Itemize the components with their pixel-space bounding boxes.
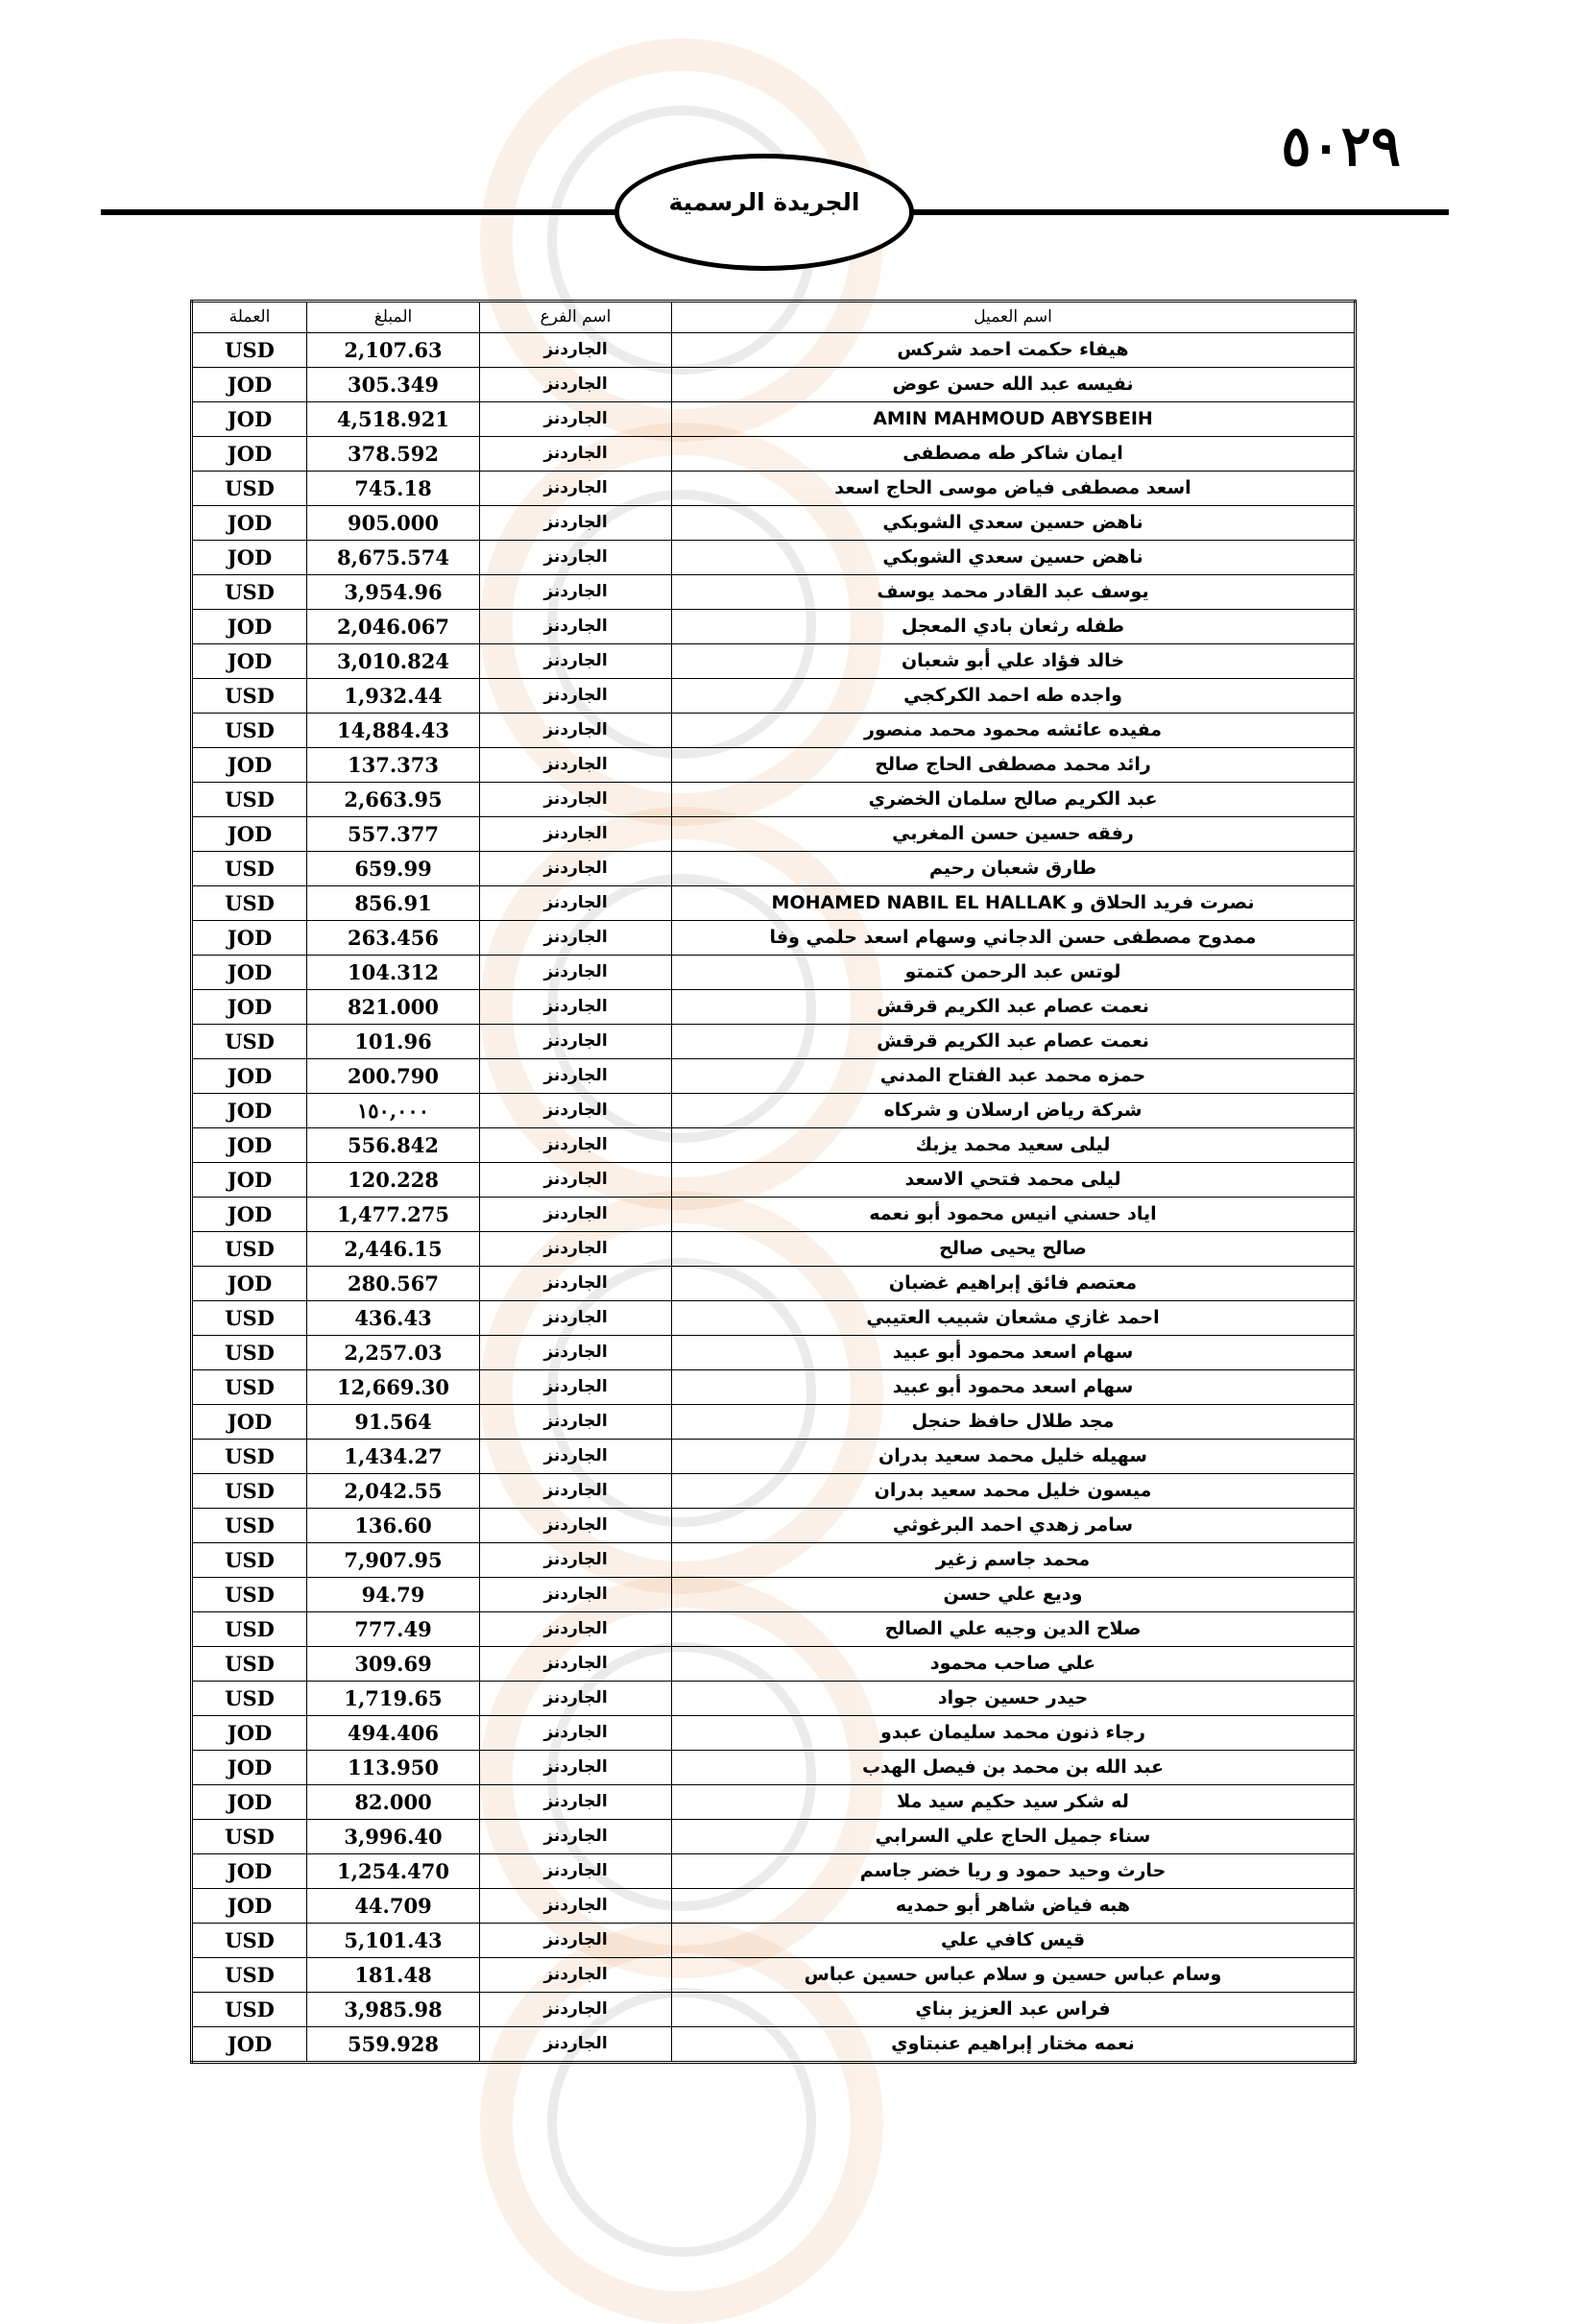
- branch-cell: الجاردنز: [480, 1267, 672, 1301]
- currency-cell: USD: [192, 1440, 307, 1474]
- amount-cell: 136.60: [307, 1509, 480, 1543]
- currency-cell: USD: [192, 1820, 307, 1854]
- table-row: [192, 1094, 1356, 1128]
- branch-cell: الجاردنز: [480, 575, 672, 610]
- amount-cell: 82.000: [307, 1785, 480, 1820]
- branch-cell: الجاردنز: [480, 1232, 672, 1267]
- table-row: [192, 1543, 1356, 1578]
- branch-cell: الجاردنز: [480, 852, 672, 886]
- table-row: [192, 1612, 1356, 1647]
- amount-cell: 745.18: [307, 472, 480, 506]
- table-row: [192, 1474, 1356, 1509]
- currency-cell: JOD: [192, 1751, 307, 1785]
- amount-cell: ١٥٠,٠٠٠: [307, 1094, 480, 1128]
- amount-cell: 2,046.067: [307, 610, 480, 644]
- branch-cell: الجاردنز: [480, 921, 672, 956]
- table-row: [192, 333, 1356, 368]
- branch-cell: الجاردنز: [480, 610, 672, 644]
- customer-name-cell: عبد الكريم صالح سلمان الخضري: [672, 783, 1356, 817]
- table-row: [192, 472, 1356, 506]
- amount-cell: 1,719.65: [307, 1682, 480, 1716]
- customer-name-cell: ممدوح مصطفى حسن الدجاني وسهام اسعد حلمي وفا: [672, 921, 1356, 956]
- currency-cell: USD: [192, 1993, 307, 2027]
- column-header-currency: العملة: [192, 302, 307, 333]
- amount-cell: 559.928: [307, 2027, 480, 2063]
- amount-cell: 14,884.43: [307, 714, 480, 748]
- amount-cell: 378.592: [307, 437, 480, 472]
- currency-cell: JOD: [192, 402, 307, 437]
- currency-cell: USD: [192, 1370, 307, 1405]
- customer-name-cell: نصرت فريد الحلاق و MOHAMED NABIL EL HALLAK: [672, 886, 1356, 921]
- amount-cell: 44.709: [307, 1889, 480, 1924]
- amount-cell: 556.842: [307, 1128, 480, 1163]
- customer-name-cell: شركة رياض ارسلان و شركاه: [672, 1094, 1356, 1128]
- table-row: [192, 402, 1356, 437]
- amount-cell: 8,675.574: [307, 541, 480, 575]
- table-row: [192, 714, 1356, 748]
- branch-cell: الجاردنز: [480, 1993, 672, 2027]
- customer-name-cell: له شكر سيد حكيم سيد ملا: [672, 1785, 1356, 1820]
- branch-cell: الجاردنز: [480, 783, 672, 817]
- table-row: [192, 1198, 1356, 1232]
- table-row: [192, 1993, 1356, 2027]
- branch-cell: الجاردنز: [480, 1025, 672, 1059]
- branch-cell: الجاردنز: [480, 1440, 672, 1474]
- currency-cell: USD: [192, 1612, 307, 1647]
- customer-name-cell: ناهض حسين سعدي الشوبكي: [672, 506, 1356, 541]
- column-header-amount: المبلغ: [307, 302, 480, 333]
- branch-cell: الجاردنز: [480, 541, 672, 575]
- table-row: [192, 1647, 1356, 1682]
- amount-cell: 1,932.44: [307, 679, 480, 714]
- table-header-row: [192, 302, 1356, 333]
- currency-cell: USD: [192, 1509, 307, 1543]
- customer-name-cell: اسعد مصطفى فياض موسى الحاج اسعد: [672, 472, 1356, 506]
- table-row: [192, 368, 1356, 402]
- table-row: [192, 437, 1356, 472]
- table-row: [192, 1370, 1356, 1405]
- branch-cell: الجاردنز: [480, 1059, 672, 1094]
- amount-cell: 200.790: [307, 1059, 480, 1094]
- customer-name-cell: سامر زهدي احمد البرغوثي: [672, 1509, 1356, 1543]
- table-row: [192, 506, 1356, 541]
- branch-cell: الجاردنز: [480, 1958, 672, 1993]
- branch-cell: الجاردنز: [480, 1612, 672, 1647]
- amount-cell: 856.91: [307, 886, 480, 921]
- amount-cell: 821.000: [307, 990, 480, 1025]
- branch-cell: الجاردنز: [480, 333, 672, 368]
- branch-cell: الجاردنز: [480, 1716, 672, 1751]
- currency-cell: USD: [192, 679, 307, 714]
- amount-cell: 777.49: [307, 1612, 480, 1647]
- customer-name-cell: هبه فياض شاهر أبو حمديه: [672, 1889, 1356, 1924]
- customer-name-cell: لوتس عبد الرحمن كتمتو: [672, 956, 1356, 990]
- currency-cell: JOD: [192, 1785, 307, 1820]
- branch-cell: الجاردنز: [480, 1682, 672, 1716]
- customer-name-cell: مجد طلال حافظ حنجل: [672, 1405, 1356, 1440]
- customer-name-cell: واجده طه احمد الكركجي: [672, 679, 1356, 714]
- amount-cell: 5,101.43: [307, 1924, 480, 1958]
- table-row: [192, 1889, 1356, 1924]
- branch-cell: الجاردنز: [480, 1820, 672, 1854]
- branch-cell: الجاردنز: [480, 368, 672, 402]
- customer-name-cell: صلاح الدين وجيه علي الصالح: [672, 1612, 1356, 1647]
- table-row: [192, 541, 1356, 575]
- currency-cell: JOD: [192, 990, 307, 1025]
- customer-name-cell: ناهض حسين سعدي الشوبكي: [672, 541, 1356, 575]
- amount-cell: 1,254.470: [307, 1854, 480, 1889]
- customer-name-cell: صالح يحيى صالح: [672, 1232, 1356, 1267]
- amount-cell: 181.48: [307, 1958, 480, 1993]
- branch-cell: الجاردنز: [480, 1509, 672, 1543]
- table-row: [192, 2027, 1356, 2063]
- customer-name-cell: فراس عبد العزيز بناي: [672, 1993, 1356, 2027]
- table-row: [192, 1958, 1356, 1993]
- currency-cell: JOD: [192, 1716, 307, 1751]
- currency-cell: JOD: [192, 368, 307, 402]
- customer-name-cell: نعمت عصام عبد الكريم قرقش: [672, 990, 1356, 1025]
- currency-cell: JOD: [192, 1854, 307, 1889]
- currency-cell: USD: [192, 472, 307, 506]
- amount-cell: 2,446.15: [307, 1232, 480, 1267]
- currency-cell: USD: [192, 783, 307, 817]
- currency-cell: JOD: [192, 1059, 307, 1094]
- currency-cell: JOD: [192, 1128, 307, 1163]
- currency-cell: USD: [192, 1025, 307, 1059]
- branch-cell: الجاردنز: [480, 1647, 672, 1682]
- table-row: [192, 956, 1356, 990]
- branch-cell: الجاردنز: [480, 1751, 672, 1785]
- table-row: [192, 1163, 1356, 1198]
- currency-cell: JOD: [192, 644, 307, 679]
- table-row: [192, 1267, 1356, 1301]
- column-header-name: اسم العميل: [672, 302, 1356, 333]
- amount-cell: 436.43: [307, 1301, 480, 1336]
- branch-cell: الجاردنز: [480, 1198, 672, 1232]
- amount-cell: 3,985.98: [307, 1993, 480, 2027]
- amount-cell: 2,107.63: [307, 333, 480, 368]
- branch-cell: الجاردنز: [480, 1474, 672, 1509]
- currency-cell: USD: [192, 1578, 307, 1612]
- customer-name-cell: سهيله خليل محمد سعيد بدران: [672, 1440, 1356, 1474]
- amount-cell: 3,996.40: [307, 1820, 480, 1854]
- amount-cell: 3,954.96: [307, 575, 480, 610]
- table-row: [192, 679, 1356, 714]
- branch-cell: الجاردنز: [480, 1854, 672, 1889]
- branch-cell: الجاردنز: [480, 1924, 672, 1958]
- customer-name-cell: حارث وحيد حمود و ريا خضر جاسم: [672, 1854, 1356, 1889]
- customer-name-cell: ليلى سعيد محمد يزبك: [672, 1128, 1356, 1163]
- customer-name-cell: علي صاحب محمود: [672, 1647, 1356, 1682]
- branch-cell: الجاردنز: [480, 1405, 672, 1440]
- amount-cell: 1,477.275: [307, 1198, 480, 1232]
- customer-name-cell: محمد جاسم زغير: [672, 1543, 1356, 1578]
- branch-cell: الجاردنز: [480, 886, 672, 921]
- amount-cell: 4,518.921: [307, 402, 480, 437]
- customer-name-cell: سهام اسعد محمود أبو عبيد: [672, 1336, 1356, 1370]
- currency-cell: USD: [192, 1474, 307, 1509]
- page-number: ٥٠٢٩: [1281, 113, 1401, 179]
- branch-cell: الجاردنز: [480, 956, 672, 990]
- amount-cell: 137.373: [307, 748, 480, 783]
- currency-cell: USD: [192, 852, 307, 886]
- customer-name-cell: رائد محمد مصطفى الحاج صالح: [672, 748, 1356, 783]
- branch-cell: الجاردنز: [480, 1128, 672, 1163]
- currency-cell: JOD: [192, 956, 307, 990]
- customer-name-cell: قيس كافي علي: [672, 1924, 1356, 1958]
- table-row: [192, 748, 1356, 783]
- amount-cell: 2,042.55: [307, 1474, 480, 1509]
- amount-cell: 305.349: [307, 368, 480, 402]
- branch-cell: الجاردنز: [480, 506, 672, 541]
- table-row: [192, 783, 1356, 817]
- currency-cell: USD: [192, 1958, 307, 1993]
- table-row: [192, 1820, 1356, 1854]
- amount-cell: 309.69: [307, 1647, 480, 1682]
- currency-cell: USD: [192, 714, 307, 748]
- branch-cell: الجاردنز: [480, 1301, 672, 1336]
- customer-name-cell: حيدر حسين جواد: [672, 1682, 1356, 1716]
- amount-cell: 7,907.95: [307, 1543, 480, 1578]
- currency-cell: USD: [192, 1924, 307, 1958]
- table-row: [192, 1059, 1356, 1094]
- customer-name-cell: عبد الله بن محمد بن فيصل الهدب: [672, 1751, 1356, 1785]
- branch-cell: الجاردنز: [480, 817, 672, 852]
- currency-cell: JOD: [192, 1405, 307, 1440]
- currency-cell: JOD: [192, 817, 307, 852]
- amount-cell: 1,434.27: [307, 1440, 480, 1474]
- currency-cell: USD: [192, 1682, 307, 1716]
- currency-cell: JOD: [192, 437, 307, 472]
- customer-name-cell: طارق شعبان رحيم: [672, 852, 1356, 886]
- currency-cell: JOD: [192, 921, 307, 956]
- table-row: [192, 817, 1356, 852]
- amount-cell: 263.456: [307, 921, 480, 956]
- table-row: [192, 886, 1356, 921]
- table-row: [192, 1578, 1356, 1612]
- branch-cell: الجاردنز: [480, 1889, 672, 1924]
- table-row: [192, 1336, 1356, 1370]
- customer-name-cell: AMIN MAHMOUD ABYSBEIH: [672, 402, 1356, 437]
- customer-name-cell: رفقه حسين حسن المغربي: [672, 817, 1356, 852]
- customer-name-cell: وسام عباس حسين و سلام عباس حسين عباس: [672, 1958, 1356, 1993]
- amount-cell: 2,257.03: [307, 1336, 480, 1370]
- currency-cell: USD: [192, 1232, 307, 1267]
- table-row: [192, 1128, 1356, 1163]
- table-row: [192, 1440, 1356, 1474]
- amount-cell: 91.564: [307, 1405, 480, 1440]
- branch-cell: الجاردنز: [480, 679, 672, 714]
- amount-cell: 2,663.95: [307, 783, 480, 817]
- customer-name-cell: نعمه مختار إبراهيم عنبتاوي: [672, 2027, 1356, 2063]
- customer-name-cell: معتصم فائق إبراهيم غضبان: [672, 1267, 1356, 1301]
- amount-cell: 494.406: [307, 1716, 480, 1751]
- table-row: [192, 1509, 1356, 1543]
- branch-cell: الجاردنز: [480, 1336, 672, 1370]
- currency-cell: USD: [192, 1543, 307, 1578]
- currency-cell: JOD: [192, 748, 307, 783]
- table-row: [192, 610, 1356, 644]
- branch-cell: الجاردنز: [480, 714, 672, 748]
- branch-cell: الجاردنز: [480, 1163, 672, 1198]
- currency-cell: USD: [192, 1336, 307, 1370]
- branch-cell: الجاردنز: [480, 748, 672, 783]
- table-row: [192, 852, 1356, 886]
- amount-cell: 113.950: [307, 1751, 480, 1785]
- branch-cell: الجاردنز: [480, 1543, 672, 1578]
- amount-cell: 120.228: [307, 1163, 480, 1198]
- customer-name-cell: هيفاء حكمت احمد شركس: [672, 333, 1356, 368]
- table-row: [192, 921, 1356, 956]
- table-row: [192, 1232, 1356, 1267]
- currency-cell: JOD: [192, 1163, 307, 1198]
- masthead-oval: [614, 154, 914, 271]
- branch-cell: الجاردنز: [480, 437, 672, 472]
- amount-cell: 104.312: [307, 956, 480, 990]
- currency-cell: USD: [192, 575, 307, 610]
- branch-cell: الجاردنز: [480, 1578, 672, 1612]
- amount-cell: 659.99: [307, 852, 480, 886]
- customer-name-cell: حمزه محمد عبد الفتاح المدني: [672, 1059, 1356, 1094]
- amount-cell: 3,010.824: [307, 644, 480, 679]
- masthead-title: الجريدة الرسمية: [668, 187, 860, 216]
- customer-name-cell: وديع علي حسن: [672, 1578, 1356, 1612]
- amount-cell: 557.377: [307, 817, 480, 852]
- customer-name-cell: ايمان شاكر طه مصطفى: [672, 437, 1356, 472]
- table-row: [192, 1785, 1356, 1820]
- table-row: [192, 1405, 1356, 1440]
- currency-cell: USD: [192, 333, 307, 368]
- amount-cell: 101.96: [307, 1025, 480, 1059]
- branch-cell: الجاردنز: [480, 644, 672, 679]
- customer-name-cell: نعمت عصام عبد الكريم قرقش: [672, 1025, 1356, 1059]
- customer-name-cell: اياد حسني انيس محمود أبو نعمه: [672, 1198, 1356, 1232]
- table-body: [192, 333, 1356, 2063]
- customer-name-cell: سناء جميل الحاج علي السرابي: [672, 1820, 1356, 1854]
- accounts-table: [190, 300, 1357, 2064]
- branch-cell: الجاردنز: [480, 990, 672, 1025]
- table-row: [192, 1025, 1356, 1059]
- amount-cell: 280.567: [307, 1267, 480, 1301]
- table-row: [192, 1682, 1356, 1716]
- customer-name-cell: خالد فؤاد علي أبو شعبان: [672, 644, 1356, 679]
- customer-name-cell: سهام اسعد محمود أبو عبيد: [672, 1370, 1356, 1405]
- currency-cell: JOD: [192, 1198, 307, 1232]
- amount-cell: 12,669.30: [307, 1370, 480, 1405]
- branch-cell: الجاردنز: [480, 1094, 672, 1128]
- table-row: [192, 575, 1356, 610]
- currency-cell: JOD: [192, 1267, 307, 1301]
- table-row: [192, 1301, 1356, 1336]
- customer-name-cell: ميسون خليل محمد سعيد بدران: [672, 1474, 1356, 1509]
- branch-cell: الجاردنز: [480, 1785, 672, 1820]
- currency-cell: USD: [192, 1647, 307, 1682]
- currency-cell: USD: [192, 1301, 307, 1336]
- customer-name-cell: نفيسه عبد الله حسن عوض: [672, 368, 1356, 402]
- currency-cell: JOD: [192, 1094, 307, 1128]
- branch-cell: الجاردنز: [480, 402, 672, 437]
- currency-cell: JOD: [192, 610, 307, 644]
- table-row: [192, 1924, 1356, 1958]
- currency-cell: JOD: [192, 1889, 307, 1924]
- customer-name-cell: مفيده عائشه محمود محمد منصور: [672, 714, 1356, 748]
- currency-cell: JOD: [192, 2027, 307, 2063]
- table-row: [192, 644, 1356, 679]
- table-row: [192, 1716, 1356, 1751]
- branch-cell: الجاردنز: [480, 2027, 672, 2063]
- branch-cell: الجاردنز: [480, 472, 672, 506]
- table-row: [192, 1854, 1356, 1889]
- currency-cell: USD: [192, 886, 307, 921]
- column-header-branch: اسم الفرع: [480, 302, 672, 333]
- customer-name-cell: احمد غازي مشعان شبيب العتيبي: [672, 1301, 1356, 1336]
- branch-cell: الجاردنز: [480, 1370, 672, 1405]
- table-row: [192, 990, 1356, 1025]
- table-row: [192, 1751, 1356, 1785]
- customer-name-cell: رجاء ذنون محمد سليمان عبدو: [672, 1716, 1356, 1751]
- customer-name-cell: طفله رثعان بادي المعجل: [672, 610, 1356, 644]
- currency-cell: JOD: [192, 541, 307, 575]
- currency-cell: JOD: [192, 506, 307, 541]
- customer-name-cell: ليلى محمد فتحي الاسعد: [672, 1163, 1356, 1198]
- amount-cell: 905.000: [307, 506, 480, 541]
- customer-name-cell: يوسف عبد القادر محمد يوسف: [672, 575, 1356, 610]
- amount-cell: 94.79: [307, 1578, 480, 1612]
